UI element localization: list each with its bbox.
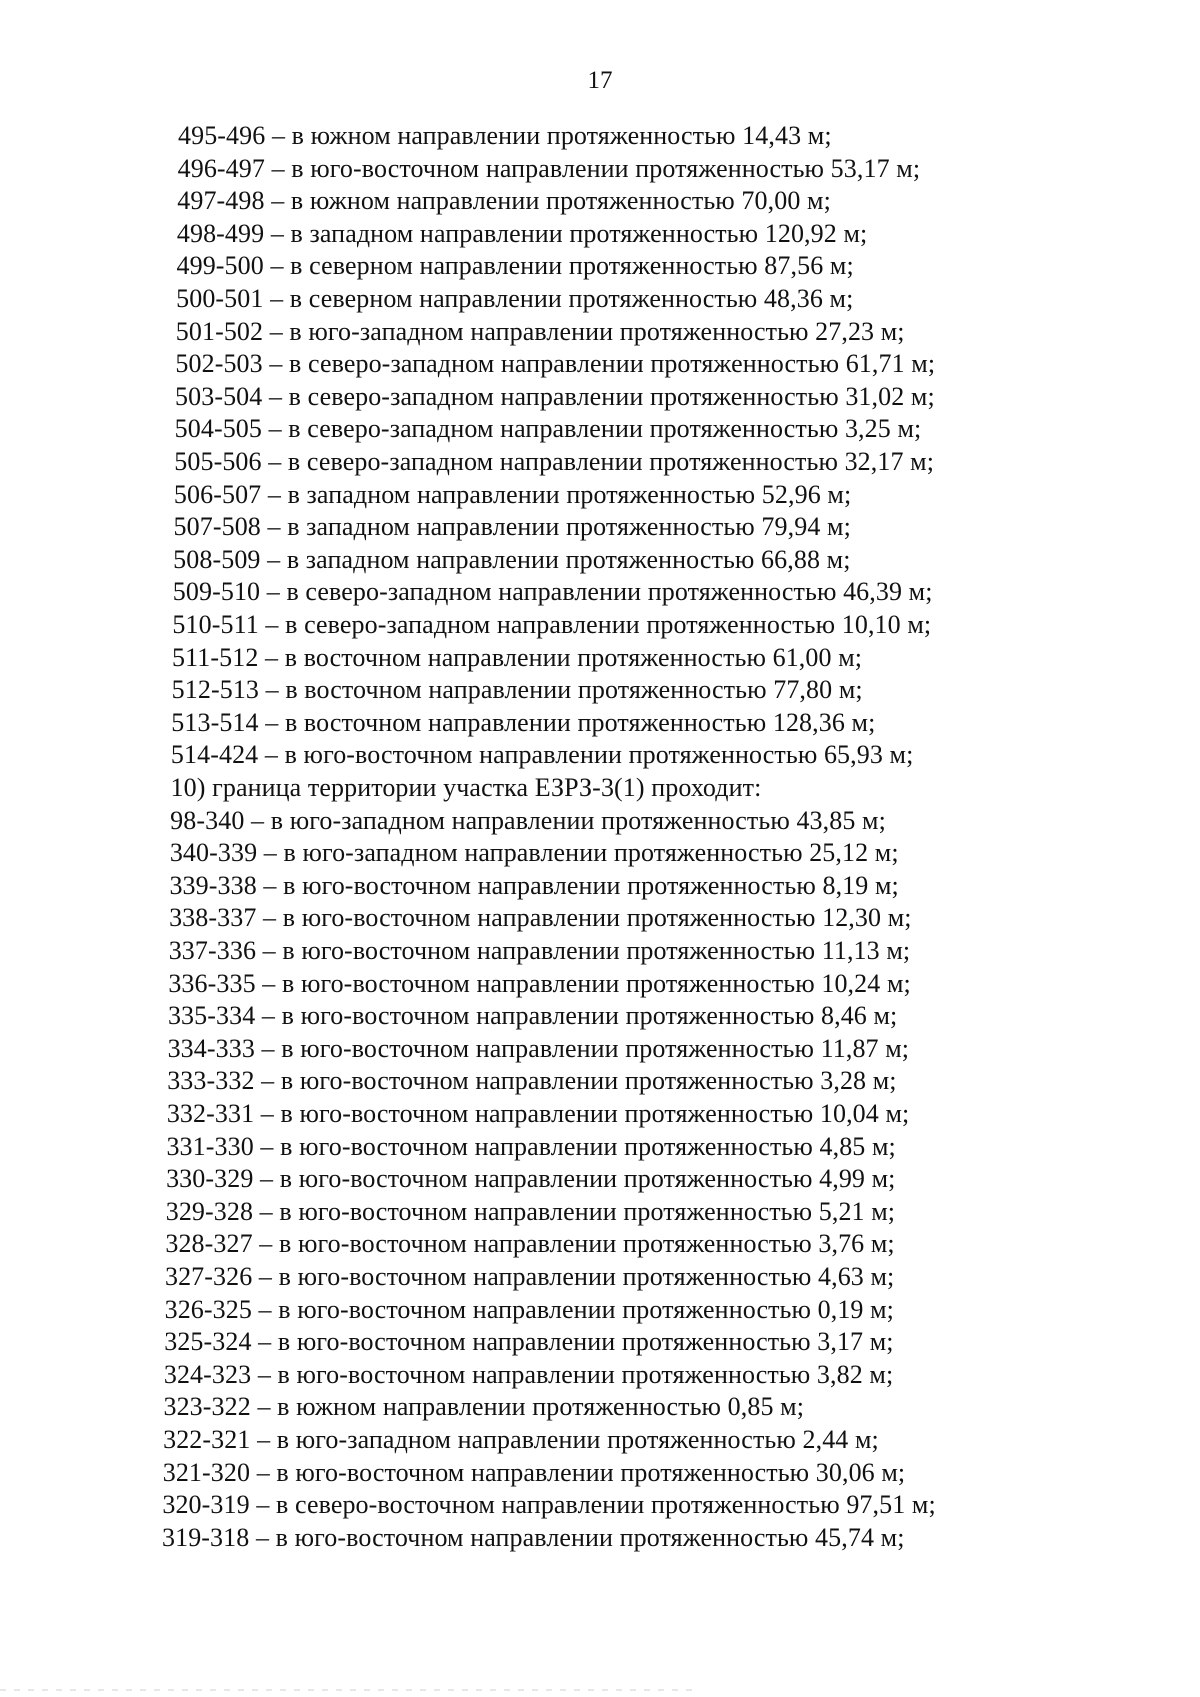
boundary-line: 338-337 – в юго-восточном направлении протяженностью 12,30 м; bbox=[169, 903, 912, 933]
boundary-line: 503-504 – в северо-западном направлении протяженностью 31,02 м; bbox=[175, 381, 935, 411]
boundary-line: 505-506 – в северо-западном направлении протяженностью 32,17 м; bbox=[174, 447, 935, 476]
boundary-line: 502-503 – в северо-западном направлении протяженностью 61,71 м; bbox=[175, 349, 936, 379]
boundary-line: 322-321 – в юго-западном направлении протяженностью 2,44 м; bbox=[163, 1425, 879, 1454]
boundary-line: 498-499 – в западном направлении протяженностью 120,92 м; bbox=[176, 218, 868, 248]
boundary-line: 336-335 – в юго-восточном направлении протяженностью 10,24 м; bbox=[168, 968, 911, 998]
boundary-line: 10) граница территории участка ЕЗРЗ-3(1) проходит: bbox=[170, 773, 762, 802]
boundary-line: 506-507 – в западном направлении протяженностью 52,96 м; bbox=[173, 479, 852, 509]
boundary-line: 510-511 – в северо-западном направлении протяженностью 10,10 м; bbox=[172, 610, 932, 639]
boundary-line: 328-327 – в юго-восточном направлении протяженностью 3,76 м; bbox=[165, 1229, 895, 1259]
boundary-line: 334-333 – в юго-восточном направлении протяженностью 11,87 м; bbox=[167, 1033, 910, 1063]
boundary-line: 340-339 – в юго-западном направлении протяженностью 25,12 м; bbox=[169, 838, 899, 868]
boundary-line: 497-498 – в южном направлении протяженностью 70,00 м; bbox=[177, 186, 831, 216]
boundary-line: 326-325 – в юго-восточном направлении протяженностью 0,19 м; bbox=[164, 1294, 895, 1324]
boundary-line: 496-497 – в юго-восточном направлении протяженностью 53,17 м; bbox=[177, 153, 921, 183]
page-number: 17 bbox=[587, 67, 613, 94]
boundary-line: 509-510 – в северо-западном направлении протяженностью 46,39 м; bbox=[172, 577, 933, 607]
boundary-line: 500-501 – в северном направлении протяженностью 48,36 м; bbox=[176, 284, 854, 313]
scan-artifact bbox=[0, 1689, 700, 1691]
boundary-line: 320-319 – в северо-восточном направлении протяженностью 97,51 м; bbox=[162, 1490, 936, 1520]
boundary-line: 324-323 – в юго-восточном направлении протяженностью 3,82 м; bbox=[163, 1359, 894, 1389]
boundary-line: 325-324 – в юго-восточном направлении протяженностью 3,17 м; bbox=[164, 1327, 894, 1357]
boundary-line: 330-329 – в юго-восточном направлении протяженностью 4,99 м; bbox=[166, 1164, 896, 1194]
boundary-line: 513-514 – в восточном направлении протяженностью 128,36 м; bbox=[171, 707, 876, 737]
boundary-line: 321-320 – в юго-восточном направлении протяженностью 30,06 м; bbox=[162, 1457, 906, 1487]
boundary-line: 319-318 – в юго-восточном направлении протяженностью 45,74 м; bbox=[162, 1522, 905, 1552]
boundary-line: 499-500 – в северном направлении протяженностью 87,56 м; bbox=[176, 251, 854, 281]
boundary-line: 335-334 – в юго-восточном направлении протяженностью 8,46 м; bbox=[167, 1001, 898, 1031]
boundary-line: 339-338 – в юго-восточном направлении протяженностью 8,19 м; bbox=[169, 870, 899, 900]
boundary-line: 511-512 – в восточном направлении протяженностью 61,00 м; bbox=[172, 642, 863, 672]
boundary-line: 501-502 – в юго-западном направлении протяженностью 27,23 м; bbox=[175, 316, 905, 346]
boundary-line: 507-508 – в западном направлении протяженностью 79,94 м; bbox=[173, 512, 851, 542]
boundary-line: 323-322 – в южном направлении протяженностью 0,85 м; bbox=[163, 1392, 805, 1422]
boundary-line: 512-513 – в восточном направлении протяженностью 77,80 м; bbox=[171, 675, 863, 705]
boundary-line: 329-328 – в юго-восточном направлении протяженностью 5,21 м; bbox=[165, 1196, 896, 1226]
boundary-line: 332-331 – в юго-восточном направлении протяженностью 10,04 м; bbox=[166, 1099, 910, 1128]
boundary-line: 98-340 – в юго-западном направлении протяженностью 43,85 м; bbox=[170, 805, 886, 835]
boundary-line: 337-336 – в юго-восточном направлении протяженностью 11,13 м; bbox=[168, 936, 911, 965]
boundary-line: 508-509 – в западном направлении протяженностью 66,88 м; bbox=[173, 544, 851, 574]
boundary-line: 331-330 – в юго-восточном направлении протяженностью 4,85 м; bbox=[166, 1131, 896, 1161]
boundary-line: 504-505 – в северо-западном направлении протяженностью 3,25 м; bbox=[174, 414, 922, 444]
boundary-line: 495-496 – в южном направлении протяженностью 14,43 м; bbox=[178, 121, 832, 150]
boundary-line: 514-424 – в юго-восточном направлении протяженностью 65,93 м; bbox=[170, 740, 914, 770]
boundary-line: 333-332 – в юго-восточном направлении протяженностью 3,28 м; bbox=[167, 1066, 897, 1096]
boundary-line: 327-326 – в юго-восточном направлении протяженностью 4,63 м; bbox=[164, 1262, 895, 1291]
